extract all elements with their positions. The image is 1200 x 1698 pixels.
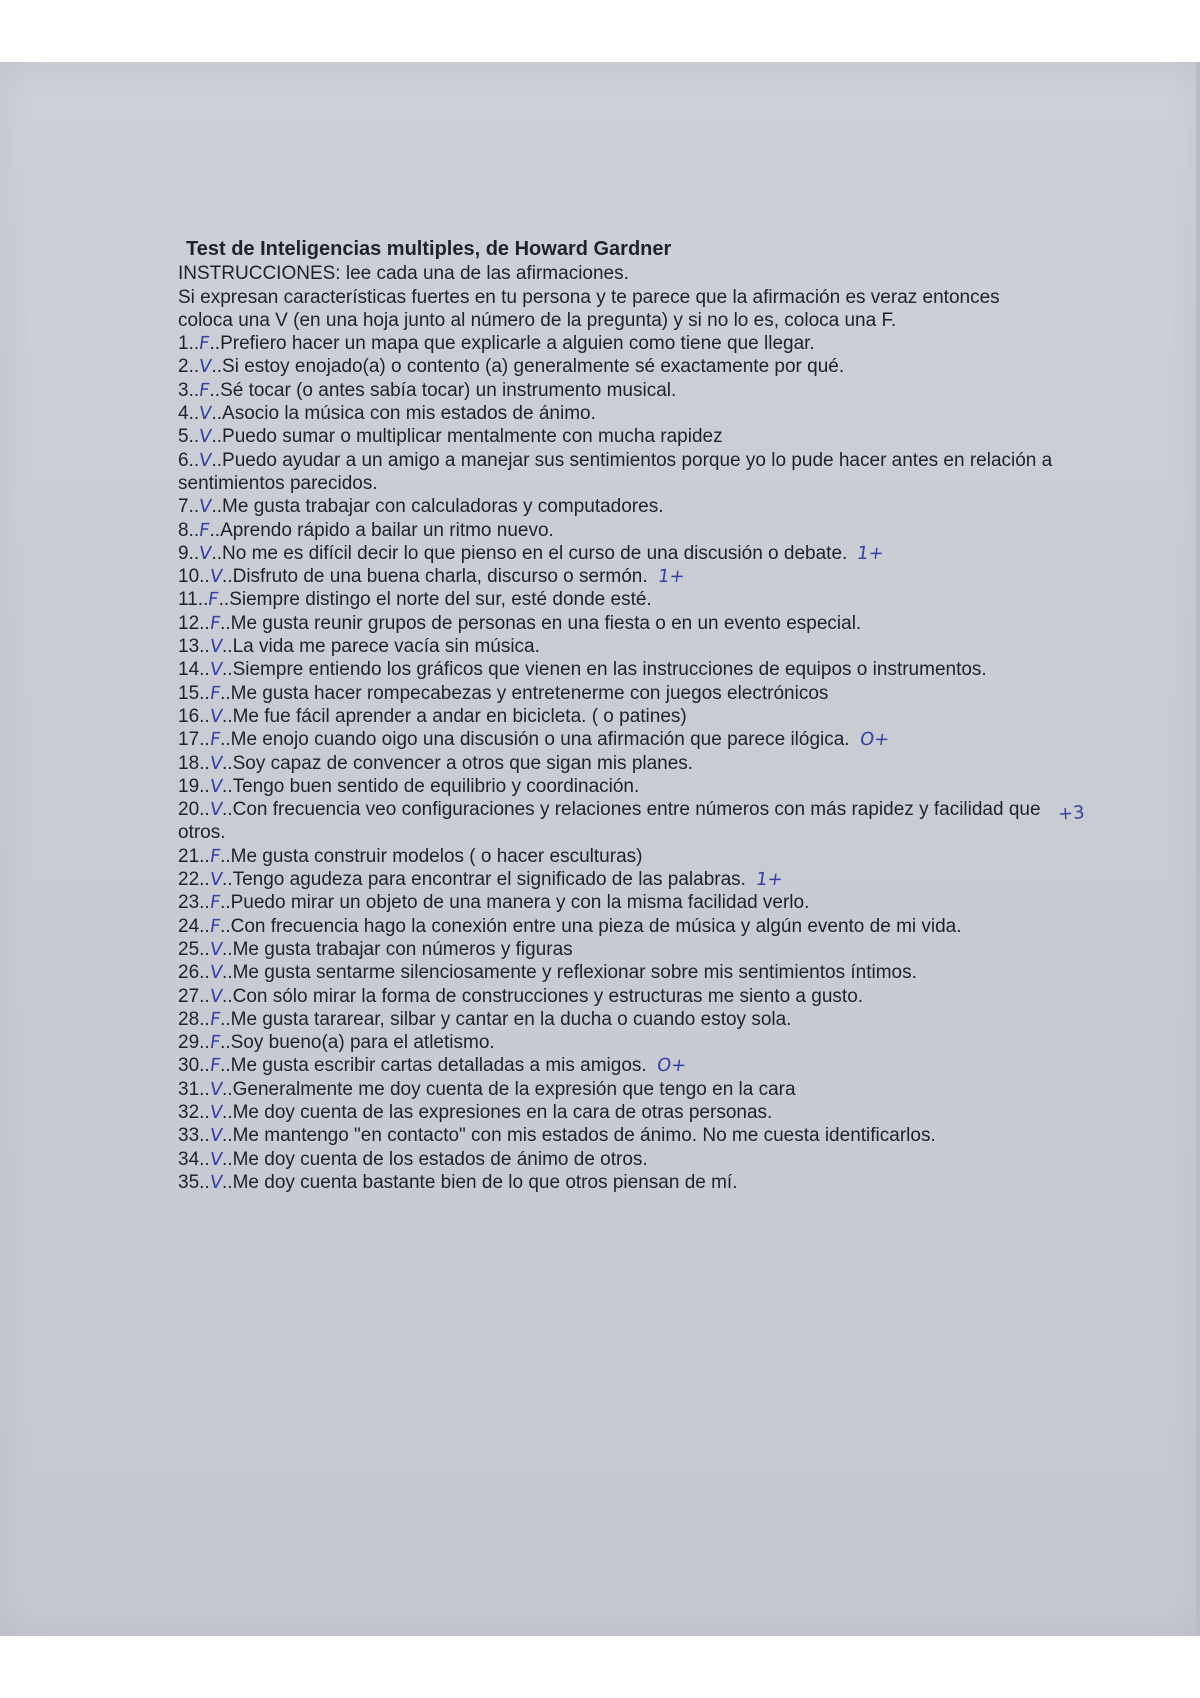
dots-separator: .. [218,589,230,611]
handwritten-answer: V [208,659,224,681]
dots-separator: .. [199,752,210,774]
question-item [178,379,1058,402]
question-text: La vida me parece vacía sin música. [232,636,540,658]
question-number: 27 [178,985,200,1007]
handwritten-answer: V [197,356,213,378]
question-text: Con frecuencia veo configuraciones y relaciones entre números con más rapidez y facilidad que otros. [178,799,1041,844]
dots-separator: .. [199,1032,210,1054]
dots-separator: .. [188,333,200,355]
handwritten-answer: V [208,1148,224,1170]
question-item [178,961,1058,984]
dots-separator: .. [211,426,223,448]
instructions: INSTRUCCIONES: lee cada una de las afirmaciones. [178,263,629,285]
question-item [178,565,1058,588]
handwritten-score-note: 1+ [656,566,686,588]
question-number: 1 [178,333,189,355]
dots-separator: .. [199,1171,210,1193]
question-text: Me mantengo "en contacto" con mis estados de ánimo. No me cuesta identificarlos. [232,1125,936,1147]
handwritten-answer: V [208,1078,224,1100]
handwritten-answer: V [208,962,224,984]
handwritten-answer: V [208,566,224,588]
question-number: 20 [178,799,200,821]
dots-separator: .. [222,985,233,1007]
question-item [178,449,1058,496]
question-number: 5 [178,426,189,448]
handwritten-score-note: 1+ [855,542,886,564]
question-text: Tengo buen sentido de equilibrio y coordinación. [232,775,640,797]
dots-separator: .. [199,775,210,797]
question-text: Puedo mirar un objeto de una manera y con la misma facilidad verlo. [230,892,810,914]
question-item [178,775,1058,798]
question-item [178,1124,1058,1147]
question-number: 15 [178,682,200,704]
question-item [178,985,1058,1008]
dots-separator: .. [199,566,210,588]
handwritten-answer: V [208,1101,224,1123]
question-text: Sé tocar (o antes sabía tocar) un instrumento musical. [220,379,677,401]
side-score-note: +3 [1057,802,1086,825]
dots-separator: .. [188,426,200,448]
question-number: 29 [178,1032,200,1054]
question-item [178,938,1058,961]
question-number: 35 [178,1171,200,1193]
paper-edge [1196,62,1200,1636]
question-item [178,891,1058,914]
dots-separator: .. [199,659,210,681]
question-number: 24 [178,915,200,937]
question-item [178,542,1058,565]
handwritten-answer: F [208,892,222,914]
dots-separator: .. [220,1008,231,1030]
document-title: Test de Inteligencias multiples, de Howard Gardner [186,238,672,260]
question-item [178,1148,1058,1171]
description: Si expresan características fuertes en tu persona y te parece que la afirmación es veraz entonces coloca una V (en una hoja junto al número de la pregunta) y si no lo es, coloca una F. [178,286,1000,331]
dots-separator: .. [199,892,210,914]
question-item [178,705,1058,728]
question-item [178,798,1058,845]
dots-separator: .. [199,938,210,960]
question-text: Me gusta hacer rompecabezas y entretenerme con juegos electrónicos [230,682,829,704]
dots-separator: .. [211,449,223,471]
question-text: Asocio la música con mis estados de ánimo. [222,403,596,425]
dots-separator: .. [188,496,200,518]
question-number: 3 [178,379,189,401]
question-number: 32 [178,1101,200,1123]
question-text: Puedo sumar o multiplicar mentalmente con mucha rapidez [222,426,723,448]
question-text: Me gusta construir modelos ( o hacer esculturas) [230,845,643,867]
question-number: 23 [178,892,200,914]
dots-separator: .. [211,542,223,564]
dots-separator: .. [199,845,210,867]
question-item [178,1008,1058,1031]
handwritten-answer: V [197,403,213,425]
question-item [178,588,1058,611]
dots-separator: .. [199,799,210,821]
question-item [178,495,1058,518]
handwritten-answer: F [208,845,222,867]
handwritten-score-note: O+ [655,1055,688,1077]
question-text: Me gusta trabajar con calculadoras y computadores. [222,496,664,518]
dots-separator: .. [222,1148,233,1170]
handwritten-answer: V [208,938,224,960]
question-text: Soy capaz de convencer a otros que sigan mis planes. [232,752,694,774]
question-number: 9 [178,542,189,564]
question-number: 8 [178,519,189,541]
handwritten-answer: F [197,519,211,541]
dots-separator: .. [211,403,223,425]
dots-separator: .. [199,729,210,751]
question-text: Me fue fácil aprender a andar en bicicleta. ( o patines) [232,705,687,727]
dots-separator: .. [222,1101,233,1123]
question-text: Generalmente me doy cuenta de la expresión que tengo en la cara [232,1078,796,1100]
handwritten-answer: F [206,589,221,611]
dots-separator: .. [220,729,231,751]
question-item [178,752,1058,775]
document-content [178,238,1058,1194]
question-item [178,332,1058,355]
question-text: Tengo agudeza para encontrar el significado de las palabras. [232,869,746,891]
dots-separator: .. [199,869,210,891]
handwritten-answer: F [208,1008,222,1030]
question-text: Me gusta escribir cartas detalladas a mis amigos. [230,1055,647,1077]
question-text: Siempre distingo el norte del sur, esté donde esté. [229,589,652,611]
question-item [178,868,1058,891]
dots-separator: .. [222,799,233,821]
question-item [178,425,1058,448]
dots-separator: .. [222,1171,233,1193]
question-text: Me doy cuenta de los estados de ánimo de otros. [232,1148,648,1170]
handwritten-score-note: O+ [858,729,891,751]
question-item [178,682,1058,705]
dots-separator: .. [188,403,200,425]
handwritten-answer: F [197,333,211,355]
dots-separator: .. [222,938,233,960]
handwritten-answer: V [197,449,213,471]
question-item [178,915,1058,938]
handwritten-answer: V [208,985,224,1007]
dots-separator: .. [199,1125,210,1147]
handwritten-answer: V [208,799,224,821]
dots-separator: .. [199,962,210,984]
question-text: Soy bueno(a) para el atletismo. [230,1032,495,1054]
question-number: 14 [178,659,200,681]
question-text: Con sólo mirar la forma de construcciones y estructuras me siento a gusto. [232,985,864,1007]
dots-separator: .. [222,659,233,681]
question-number: 33 [178,1125,200,1147]
handwritten-answer: V [197,496,213,518]
question-number: 2 [178,356,189,378]
dots-separator: .. [199,1008,210,1030]
question-text: Disfruto de una buena charla, discurso o sermón. [232,566,648,588]
question-number: 12 [178,612,200,634]
handwritten-answer: V [208,775,224,797]
question-number: 17 [178,729,200,751]
question-number: 7 [178,496,189,518]
dots-separator: .. [220,1032,231,1054]
question-number: 30 [178,1055,200,1077]
dots-separator: .. [220,1055,231,1077]
dots-separator: .. [199,985,210,1007]
question-text: Aprendo rápido a bailar un ritmo nuevo. [220,519,554,541]
question-number: 28 [178,1008,200,1030]
dots-separator: .. [220,682,231,704]
question-text: Me gusta trabajar con números y figuras [232,938,573,960]
question-number: 25 [178,938,200,960]
question-text: Siempre entiendo los gráficos que vienen en las instrucciones de equipos o instrumentos. [232,659,987,681]
question-item [178,845,1058,868]
dots-separator: .. [222,705,233,727]
dots-separator: .. [222,636,233,658]
dots-separator: .. [211,356,223,378]
question-number: 11 [178,589,198,611]
dots-separator: .. [209,379,221,401]
question-number: 19 [178,775,200,797]
dots-separator: .. [188,542,200,564]
dots-separator: .. [222,1078,233,1100]
handwritten-answer: F [208,1055,222,1077]
dots-separator: .. [222,775,233,797]
question-text: Si estoy enojado(a) o contento (a) generalmente sé exactamente por qué. [222,356,845,378]
dots-separator: .. [222,1125,233,1147]
question-text: No me es difícil decir lo que pienso en el curso de una discusión o debate. [222,542,848,564]
dots-separator: .. [199,705,210,727]
dots-separator: .. [199,915,210,937]
dots-separator: .. [199,636,210,658]
question-item [178,1171,1058,1194]
dots-separator: .. [188,379,200,401]
dots-separator: .. [199,1055,210,1077]
handwritten-answer: V [197,426,213,448]
question-item [178,1054,1058,1077]
handwritten-answer: V [208,869,224,891]
question-number: 34 [178,1148,200,1170]
dots-separator: .. [220,845,231,867]
dots-separator: .. [197,589,209,611]
dots-separator: .. [220,612,231,634]
dots-separator: .. [188,356,200,378]
question-number: 22 [178,869,200,891]
dots-separator: .. [222,869,233,891]
question-text: Me doy cuenta de las expresiones en la cara de otras personas. [232,1101,773,1123]
handwritten-answer: F [208,1032,222,1054]
question-text: Me doy cuenta bastante bien de lo que otros piensan de mí. [232,1171,738,1193]
question-text: Me enojo cuando oigo una discusión o una afirmación que parece ilógica. [230,729,850,751]
dots-separator: .. [222,962,233,984]
dots-separator: .. [220,892,231,914]
question-text: Me gusta tararear, silbar y cantar en la ducha o cuando estoy sola. [230,1008,792,1030]
dots-separator: .. [188,449,200,471]
question-item [178,402,1058,425]
question-text: Prefiero hacer un mapa que explicarle a alguien como tiene que llegar. [220,333,815,355]
dots-separator: .. [199,682,210,704]
question-list [178,332,1058,1194]
question-item [178,728,1058,751]
question-number: 21 [178,845,200,867]
question-item [178,658,1058,681]
question-number: 4 [178,403,189,425]
question-number: 16 [178,705,200,727]
handwritten-answer: F [208,729,222,751]
handwritten-answer: V [208,1171,224,1193]
dots-separator: .. [188,519,200,541]
question-number: 6 [178,449,189,471]
question-text: Puedo ayudar a un amigo a manejar sus sentimientos porque yo lo pude hacer antes en relación a sentimientos parecidos. [178,449,1053,494]
dots-separator: .. [209,333,221,355]
question-number: 18 [178,752,200,774]
handwritten-answer: V [208,752,224,774]
handwritten-answer: V [208,1125,224,1147]
dots-separator: .. [199,612,210,634]
handwritten-answer: F [208,612,222,634]
question-number: 26 [178,962,200,984]
handwritten-answer: V [208,705,224,727]
handwritten-answer: F [208,915,222,937]
dots-separator: .. [199,1148,210,1170]
dots-separator: .. [209,519,221,541]
handwritten-answer: F [197,379,211,401]
handwritten-answer: V [197,542,213,564]
question-item [178,355,1058,378]
handwritten-answer: F [208,682,222,704]
question-number: 10 [178,566,200,588]
question-item [178,1031,1058,1054]
dots-separator: .. [222,566,233,588]
question-item [178,635,1058,658]
question-item [178,1101,1058,1124]
question-text: Me gusta sentarme silenciosamente y reflexionar sobre mis sentimientos íntimos. [232,962,917,984]
question-item [178,612,1058,635]
question-item [178,1078,1058,1101]
question-number: 13 [178,636,200,658]
question-text: Me gusta reunir grupos de personas en una fiesta o en un evento especial. [230,612,862,634]
question-number: 31 [178,1078,200,1100]
dots-separator: .. [220,915,231,937]
question-text: Con frecuencia hago la conexión entre una pieza de música y algún evento de mi vida. [230,915,962,937]
question-item [178,519,1058,542]
dots-separator: .. [199,1078,210,1100]
dots-separator: .. [199,1101,210,1123]
dots-separator: .. [211,496,223,518]
dots-separator: .. [222,752,233,774]
handwritten-answer: V [208,636,224,658]
handwritten-score-note: 1+ [754,869,784,891]
